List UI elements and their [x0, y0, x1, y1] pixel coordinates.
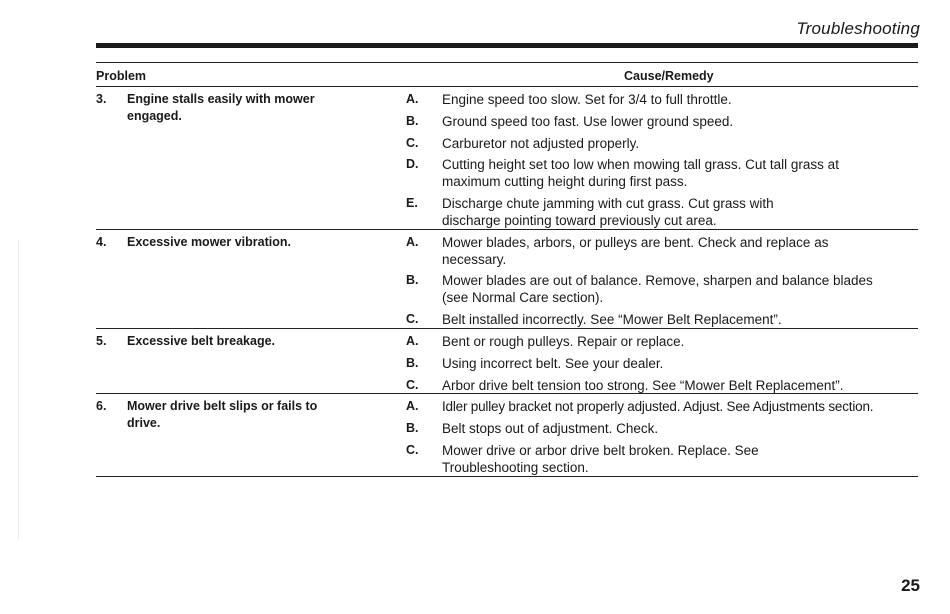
page-edge-shadow [18, 240, 19, 540]
remedy-letter: B. [406, 356, 419, 370]
remedy-text: Idler pulley bracket not properly adjusted. Adjust. See Adjustments section. [442, 399, 874, 414]
problem-text: Engine stalls easily with mower engaged. [127, 92, 315, 123]
row-divider [96, 393, 918, 394]
remedy-text: Engine speed too slow. Set for 3/4 to full throttle. [442, 92, 732, 107]
remedy-text: Mower blades are out of balance. Remove, sharpen and balance blades (see Normal Care section). [442, 273, 873, 305]
remedy-text: Carburetor not adjusted properly. [442, 136, 640, 151]
row-divider [96, 328, 918, 329]
table-bottom-rule [96, 476, 918, 477]
problem-number: 3. [96, 92, 107, 106]
remedy-text: Belt installed incorrectly. See “Mower Belt Replacement”. [442, 312, 782, 327]
remedy-letter: C. [406, 136, 419, 150]
header-rule [96, 43, 918, 48]
remedy-letter: D. [406, 157, 419, 171]
remedy-text: Ground speed too fast. Use lower ground speed. [442, 114, 734, 129]
table-top-rule [96, 62, 918, 63]
column-header-cause: Cause/Remedy [624, 69, 714, 83]
problem-number: 5. [96, 334, 107, 348]
row-divider [96, 229, 918, 230]
remedy-letter: E. [406, 196, 418, 210]
page-header-title: Troubleshooting [796, 19, 920, 38]
page-number: 25 [901, 576, 920, 595]
remedy-letter: C. [406, 312, 419, 326]
remedy-letter: A. [406, 92, 419, 106]
problem-text: Mower drive belt slips or fails to drive. [127, 399, 318, 430]
remedy-text: Mower blades, arbors, or pulleys are bent. Check and replace as necessary. [442, 235, 829, 267]
remedy-text: Mower drive or arbor drive belt broken. Replace. See Troubleshooting section. [442, 443, 759, 475]
remedy-text: Bent or rough pulleys. Repair or replace. [442, 334, 685, 349]
column-header-problem: Problem [96, 69, 147, 83]
problem-text: Excessive mower vibration. [127, 235, 291, 249]
remedy-text: Belt stops out of adjustment. Check. [442, 421, 659, 436]
remedy-letter: C. [406, 443, 419, 457]
remedy-letter: C. [406, 378, 419, 392]
remedy-letter: B. [406, 421, 419, 435]
remedy-text: Discharge chute jamming with cut grass. Cut grass with discharge pointing toward previously cut area. [442, 196, 774, 228]
remedy-letter: B. [406, 114, 419, 128]
remedy-text: Arbor drive belt tension too strong. See “Mower Belt Replacement”. [442, 378, 844, 393]
problem-text: Excessive belt breakage. [127, 334, 276, 348]
column-header-rule [96, 86, 918, 87]
remedy-letter: A. [406, 334, 419, 348]
remedy-text: Using incorrect belt. See your dealer. [442, 356, 664, 371]
problem-number: 4. [96, 235, 107, 249]
remedy-letter: A. [406, 235, 419, 249]
remedy-letter: A. [406, 399, 419, 413]
remedy-letter: B. [406, 273, 419, 287]
problem-number: 6. [96, 399, 107, 413]
remedy-text: Cutting height set too low when mowing tall grass. Cut tall grass at maximum cutting height during first pass. [442, 157, 839, 189]
